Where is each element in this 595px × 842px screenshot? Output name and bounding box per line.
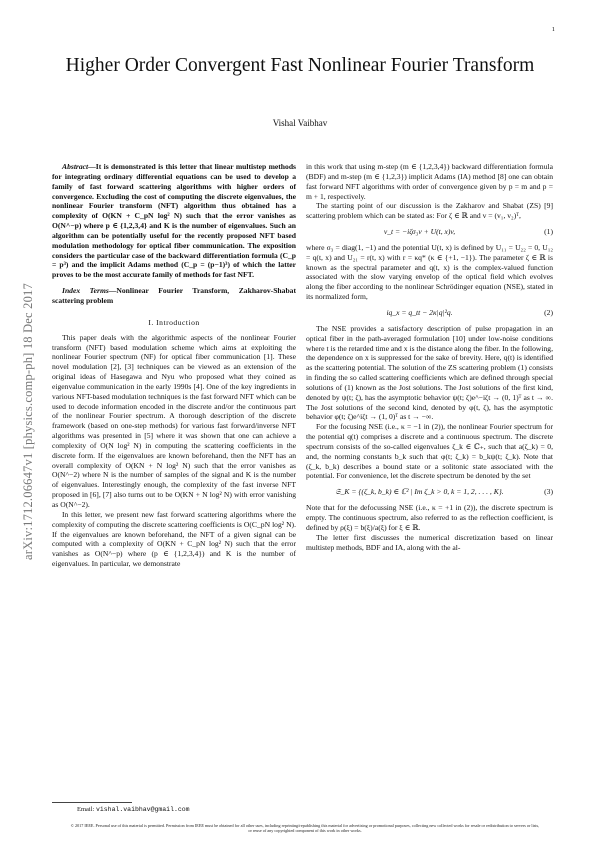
footnote-rule: [52, 802, 132, 803]
email-address[interactable]: vishal.vaibhav@gmail.com: [95, 806, 190, 813]
index-terms-label: Index Terms: [62, 286, 109, 296]
author-name: Vishal Vaibhav: [272, 118, 328, 128]
right-paragraph-5: For the focusing NSE (i.e., κ = −1 in (2)), the nonlinear Fourier spectrum for the potential q(t) comprises a discrete and a continuous spectrum. The discrete spectrum consists of the so-called eigenvalues ζ_k ∈ ℂ₊, such that a(ζ_k) = 0, and, the norming constants b_k such that φ(t; ζ_k) = b_kψ(t; ζ_k). Note that (ζ_k, b_k) describes a bound state or a solitonic state associated with the potential. For convenience, let the discrete spectrum be denoted by the set: [306, 422, 553, 481]
page-number: 1: [551, 26, 555, 33]
abstract-label: Abstract: [62, 162, 89, 171]
section-heading: I. Introduction: [148, 317, 200, 327]
right-paragraph-2: The starting point of our discussion is the Zakharov and Shabat (ZS) [9] scattering problem which can be stated as: For ζ ∈ ℝ and v = (v₁, v₂)ᵀ,: [306, 201, 553, 221]
abstract: [52, 162, 296, 280]
equation-3-body: 𝔖_K = {(ζ_k, b_k) ∈ ℂ² | Im ζ_k > 0, k = 1, 2, . . . , K}.: [335, 487, 504, 497]
arxiv-sidebar: [0, 0, 34, 842]
right-paragraph-6: Note that for the defocussing NSE (i.e., κ = +1 in (2)), the discrete spectrum is empty. The continuous spectrum, also referred to as the reflection coefficient, is defined by ρ(ξ) = b(ξ)/a(ξ) for ξ ∈ ℝ.: [306, 503, 553, 532]
equation-3-number: (3): [544, 487, 553, 497]
equation-1-number: (1): [544, 227, 553, 237]
right-paragraph-3: where σ₃ = diag(1, −1) and the potential U(t, x) is defined by U₁₁ = U₂₂ = 0, U₁₂ = q(t, x) and U₂₁ = r(t, x) with r = κq* (κ ∈ {+1, −1}). The parameter ζ ∈ ℝ is known as the spectral parameter and q(t, x) is the complex-valued function associated with the slow varying envelop of the optical field which evolves along the fiber according to the nonlinear Schrödinger equation (NSE), stated in its normalized form,: [306, 242, 553, 302]
email-footnote: [77, 806, 190, 813]
right-column: [306, 162, 553, 552]
equation-2-body: iq_x = q_tt − 2κ|q|²q.: [386, 307, 453, 317]
equation-1: [306, 227, 553, 237]
right-paragraph-1: in this work that using m-step (m ∈ {1,2,3,4}) backward differentiation formula (BDF) and m-step (m ∈ {1,2,3}) implicit Adams (IA) method [8] one can obtain fast forward NFT algorithms with order of convergence given by p = m and p = m + 1, respectively.: [306, 162, 553, 201]
copyright-notice: © 2017 IEEE. Personal use of this material is permitted. Permission from IEEE must be obtained for all other uses, including reprinting/republishing this material for advertising or promotional purposes, collecting new collected works for resale or redistribution to servers or lists, or reuse of any copyrighted component of this work in other works.: [70, 823, 540, 834]
equation-2-number: (2): [544, 307, 553, 317]
intro-paragraph-2: In this letter, we present new fast forward scattering algorithms where the complexity of computing the discrete scattering coefficients is O(C_pN log² N). If the eigenvalues are known beforehand, the NFT of a given signal can be computed with a complexity of O(KN + C_pN log² N) such that the error vanishes as O(N^−p) where (p ∈ {1,2,3,4}) and K is the number of eigenvalues. In particular, we demonstrate: [52, 509, 296, 569]
equation-2: [306, 308, 553, 318]
equation-1-body: v_t = −iζσ₃v + U(t, x)v,: [383, 227, 456, 237]
equation-3: [306, 487, 553, 497]
right-paragraph-7: The letter first discusses the numerical discretization based on linear multistep methods, BDF and IA, along with the al-: [306, 532, 553, 552]
email-label: Email:: [77, 806, 95, 813]
abstract-text: —It is demonstrated is this letter that linear multistep methods for integrating ordinary differential equations can be used to develop a family of fast forward scattering algorithms with higher orders of convergence. Excluding the cost of computing the discrete eigenvalues, the nonlinear Fourier transform (NFT) algorithm thus obtained has a complexity of O(KN + C_pN log² N) such that the error vanishes as O(N^−p) where p ∈ {1,2,3,4} and K is the number of eigenvalues. Such an algorithm can be potentially useful for the recently proposed NFT based modulation methodology for optical fiber communication. The exposition considers the particular case of the backward differentiation formula (C_p = p³) and the implicit Adams method (C_p = (p−1)³) of which the latter proves to be the most accurate family of methods for fast NFT.: [52, 162, 296, 280]
arxiv-stamp: arXiv:1712.06647v1 [physics.comp-ph] 18 Dec 2017: [21, 283, 35, 560]
right-paragraph-4: The NSE provides a satisfactory description of pulse propagation in an optical fiber in the path-averaged formulation [10] under low-noise conditions where t is the retarded time and x is the distance along the fiber. In the following, the dependence on x is suppressed for the sake of brevity. Here, q(t) is identified as the scattering potential. The solution of the ZS scattering problem (1) consists in finding the so called scattering coefficients which are defined through special solutions of (1) known as the Jost solutions. The Jost solutions of the first kind, denoted by ψ(t; ζ), has the asymptotic behavior ψ(t; ζ)e^−iζt → (0, 1)ᵀ as t → ∞. The Jost solutions of the second kind, denoted by φ(t, ζ), has the asymptotic behavior φ(t; ζ)e^iζt → (1, 0)ᵀ as t → −∞.: [306, 323, 553, 422]
paper-title: Higher Order Convergent Fast Nonlinear Fourier Transform: [65, 55, 535, 76]
intro-paragraph-1: This paper deals with the algorithmic aspects of the nonlinear Fourier transform (NFT) based modulation scheme which aims at exploiting the nonlinear Fourier spectrum (NF) for optical fiber communication [1]. These novel modulation [2], [3] techniques can be viewed as an extension of the original ideas of Hasegawa and Nyu who proposed what they coined as eigenvalue communication in the early 1990s [4]. One of the key ingredients in various NFT-based modulation techniques is the fast forward NFT which can be used to decode information encoded in the discrete and/or the continuous part of the nonlinear Fourier spectrum. A thorough description of the discrete framework (based on one-step methods) for various fast forward/inverse NFT algorithms was presented in [5] where it was shown that one can achieve a complexity of O(N log² N) in computing the scattering coefficients in the discrete form. If the eigenvalues are known beforehand, then the NFT has an overall complexity of O(KN + N log² N) such that the error vanishes as O(N^−2) where N is the number of samples of the signal and K is the number of eigenvalues. Interestingly enough, the complexity of the fast inverse NFT proposed in [6], [7] also turns out to be O(KN + N log² N) with error vanishing as O(N^−2).: [52, 332, 296, 509]
index-terms: [52, 286, 296, 306]
left-column: [52, 162, 296, 569]
index-terms-text: —Nonlinear Fourier Transform, Zakharov-Shabat scattering problem: [52, 286, 296, 305]
